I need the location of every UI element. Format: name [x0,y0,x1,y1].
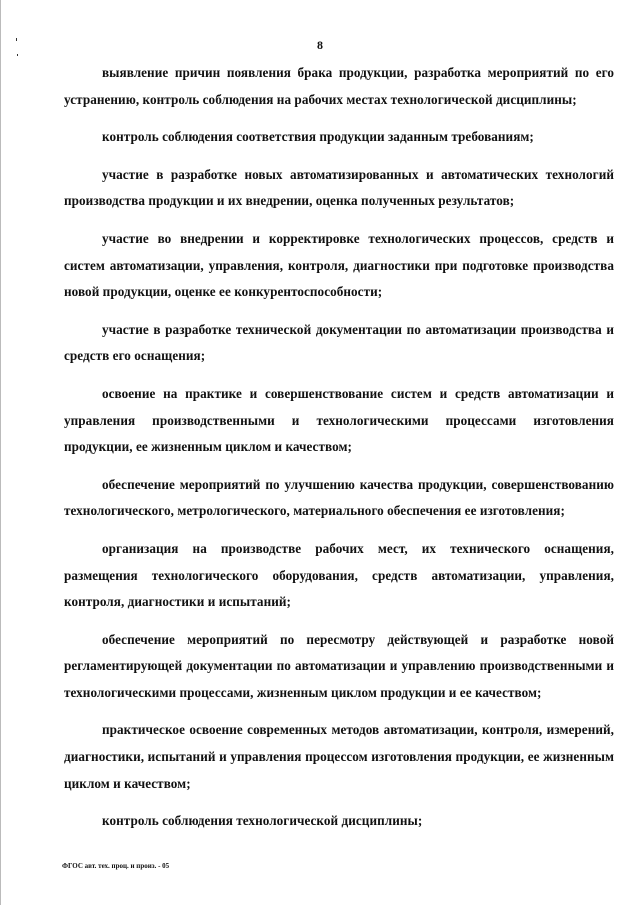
paragraph: контроль соблюдения соответствия продукции заданным требованиям; [102,129,534,145]
paragraph: обеспечение мероприятий по улучшению качества продукции, совершенствованию технологического, метрологического, материального обеспечения ее изготовления; [64,476,614,519]
paragraph: участие во внедрении и корректировке технологических процессов, средств и систем автоматизации, управления, контроля, диагностики при подготовке производства новой продукции, оценке ее конкурентоспособности; [64,230,614,300]
paragraph: обеспечение мероприятий по пересмотру действующей и разработке новой регламентирующей документации по автоматизации и управлению производственными и технологическими процессами, жизненным циклом продукции и ее качеством; [64,631,614,700]
paragraph: практическое освоение современных методов автоматизации, контроля, измерений, диагностики, испытаний и управления процессом изготовления продукции, ее жизненным циклом и качеством; [64,722,614,791]
paragraph: участие в разработке новых автоматизированных и автоматических технологий производства продукции и их внедрении, оценка полученных результатов; [64,166,614,209]
paragraph: освоение на практике и совершенствование систем и средств автоматизации и управления производственными и технологическими процессами изготовления продукции, ее жизненным циклом и качеством; [64,385,614,455]
document-body [64,60,614,846]
paragraph: выявление причин появления брака продукции, разработка мероприятий по его устранению, контроль соблюдения на рабочих местах технологической дисциплины; [64,65,614,107]
paragraph: участие в разработке технической документации по автоматизации производства и средств его оснащения; [64,321,614,364]
page-number: 8 [317,38,323,52]
paragraph: организация на производстве рабочих мест, их технического оснащения, размещения технологического оборудования, средств автоматизации, управления, контроля, диагностики и испытаний; [64,540,614,610]
scan-artifact [17,54,18,56]
document-footer: ФГОС авт. тех. проц. и произ. - 05 [62,862,170,870]
paragraph: контроль соблюдения технологической дисциплины; [102,813,423,829]
scan-edge [0,0,1,905]
